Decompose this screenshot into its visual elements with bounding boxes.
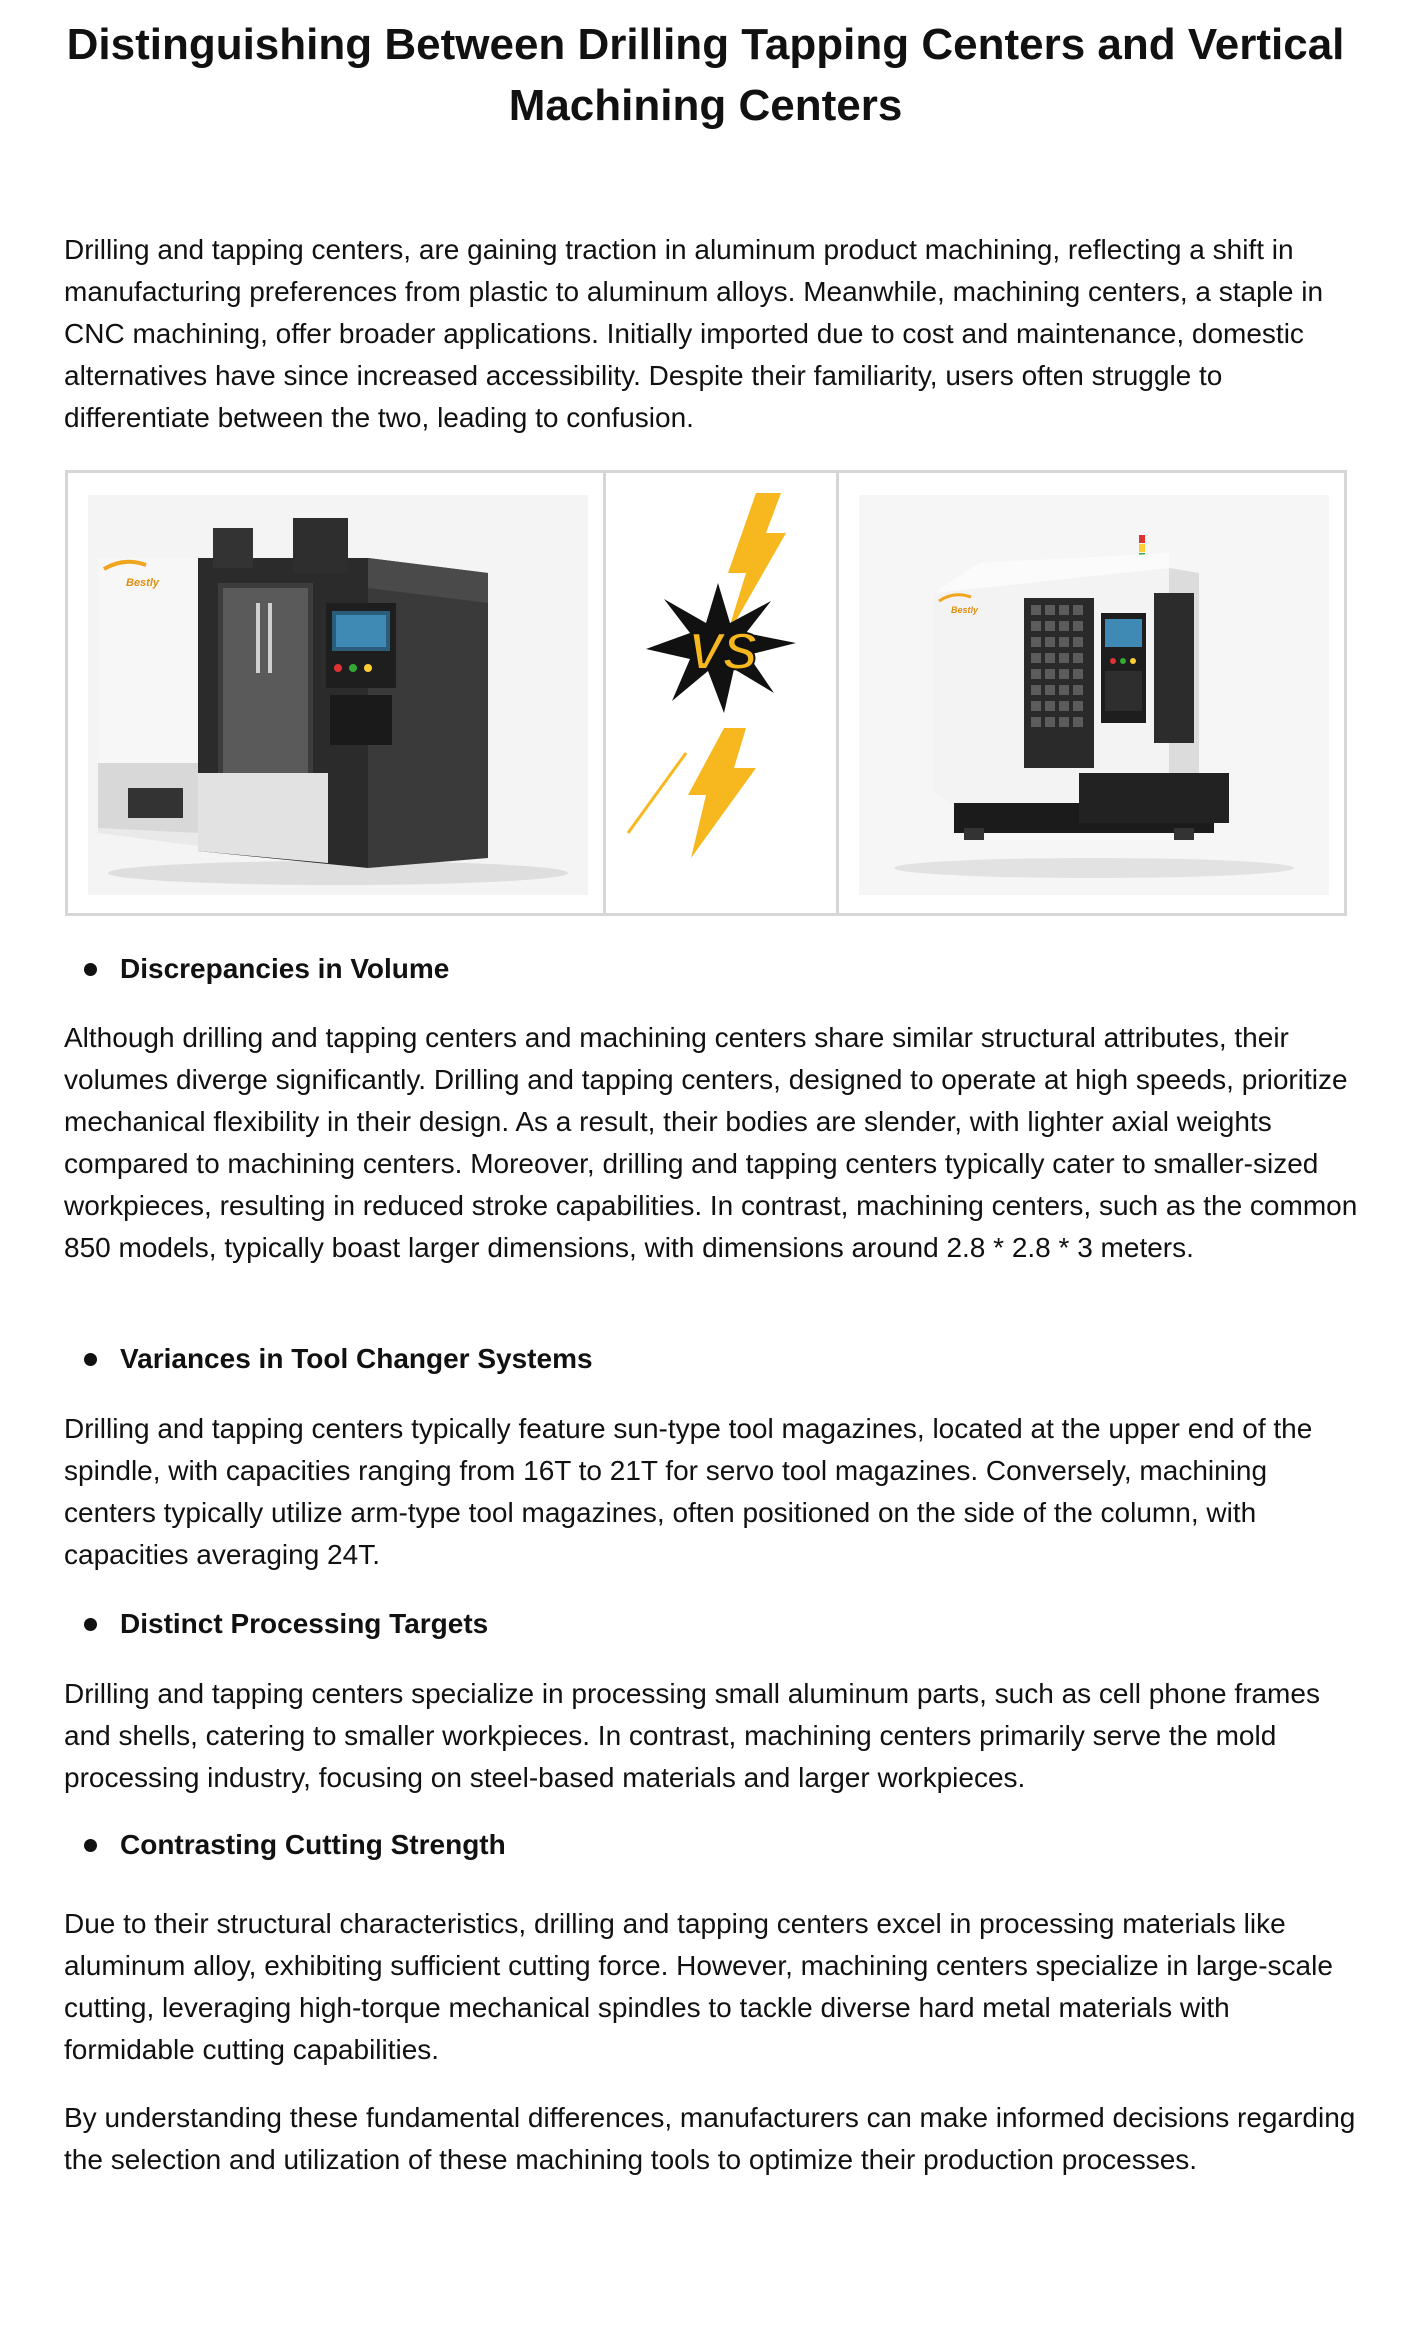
conclusion-paragraph: By understanding these fundamental differences, manufacturers can make informed decisions regarding the selection and utilization of these machining tools to optimize their production processes. [64, 2102, 1356, 2175]
bullet-icon [84, 1839, 97, 1852]
comparison-figure [65, 470, 1347, 916]
section-heading-volume [84, 949, 449, 989]
bullet-icon [84, 1353, 97, 1366]
intro-paragraph: Drilling and tapping centers, are gaining traction in aluminum product machining, reflecting a shift in manufacturing preferences from plastic to aluminum alloys. Meanwhile, machining centers, a staple in CNC machining, offer broader applications. Initially imported due to cost and maintenance, domestic alternatives have since increased accessibility. Despite their familiarity, users often struggle to differentiate between the two, leading to confusion. [64, 234, 1324, 433]
right-brand-logo: Bestly [951, 605, 979, 615]
drilling-tapping-center-image [839, 473, 1347, 913]
section-heading-text: Distinct Processing Targets [120, 1608, 489, 1639]
vs-icon: VS [688, 623, 758, 681]
bullet-icon [84, 1618, 97, 1631]
bullet-icon [84, 963, 97, 976]
section-body-volume: Although drilling and tapping centers and machining centers share similar structural attributes, their volumes diverge significantly. Drilling and tapping centers, designed to operate at high speeds, prioritize mechanical flexibility in their design. As a result, their bodies are slender, with lighter axial weights compared to machining centers. Moreover, drilling and tapping centers typically cater to smaller-sized workpieces, resulting in reduced stroke capabilities. In contrast, machining centers, such as the common 850 models, typically boast larger dimensions, with dimensions around 2.8 * 2.8 * 3 meters. [64, 1022, 1358, 1263]
left-brand-logo: Bestly [126, 577, 160, 589]
section-heading-text: Variances in Tool Changer Systems [120, 1343, 593, 1374]
section-heading-tool-changer [84, 1339, 593, 1379]
lightning-bottom-icon [688, 728, 756, 858]
section-body-processing-targets: Drilling and tapping centers specialize in processing small aluminum parts, such as cell phone frames and shells, catering to smaller workpieces. In contrast, machining centers primarily serve the mold processing industry, focusing on steel-based materials and larger workpieces. [64, 1678, 1320, 1793]
section-heading-text: Discrepancies in Volume [120, 953, 450, 984]
section-body-cutting-strength: Due to their structural characteristics, drilling and tapping centers excel in processing materials like aluminum alloy, exhibiting sufficient cutting force. However, machining centers specialize in large-scale cutting, leveraging high-torque mechanical spindles to tackle diverse hard metal materials with formidable cutting capabilities. [64, 1908, 1333, 2065]
section-heading-cutting-strength [84, 1825, 506, 1865]
versus-graphic [606, 473, 839, 913]
section-heading-processing-targets [84, 1604, 488, 1644]
section-body-tool-changer: Drilling and tapping centers typically feature sun-type tool magazines, located at the upper end of the spindle, with capacities ranging from 16T to 21T for servo tool magazines. Conversely, machining centers typically utilize arm-type tool magazines, often positioned on the side of the column, with capacities averaging 24T. [64, 1413, 1313, 1570]
section-heading-text: Contrasting Cutting Strength [120, 1829, 506, 1860]
vertical-machining-center-image [68, 473, 606, 913]
page-title: Distinguishing Between Drilling Tapping Centers and Vertical Machining Centers [66, 20, 1345, 130]
